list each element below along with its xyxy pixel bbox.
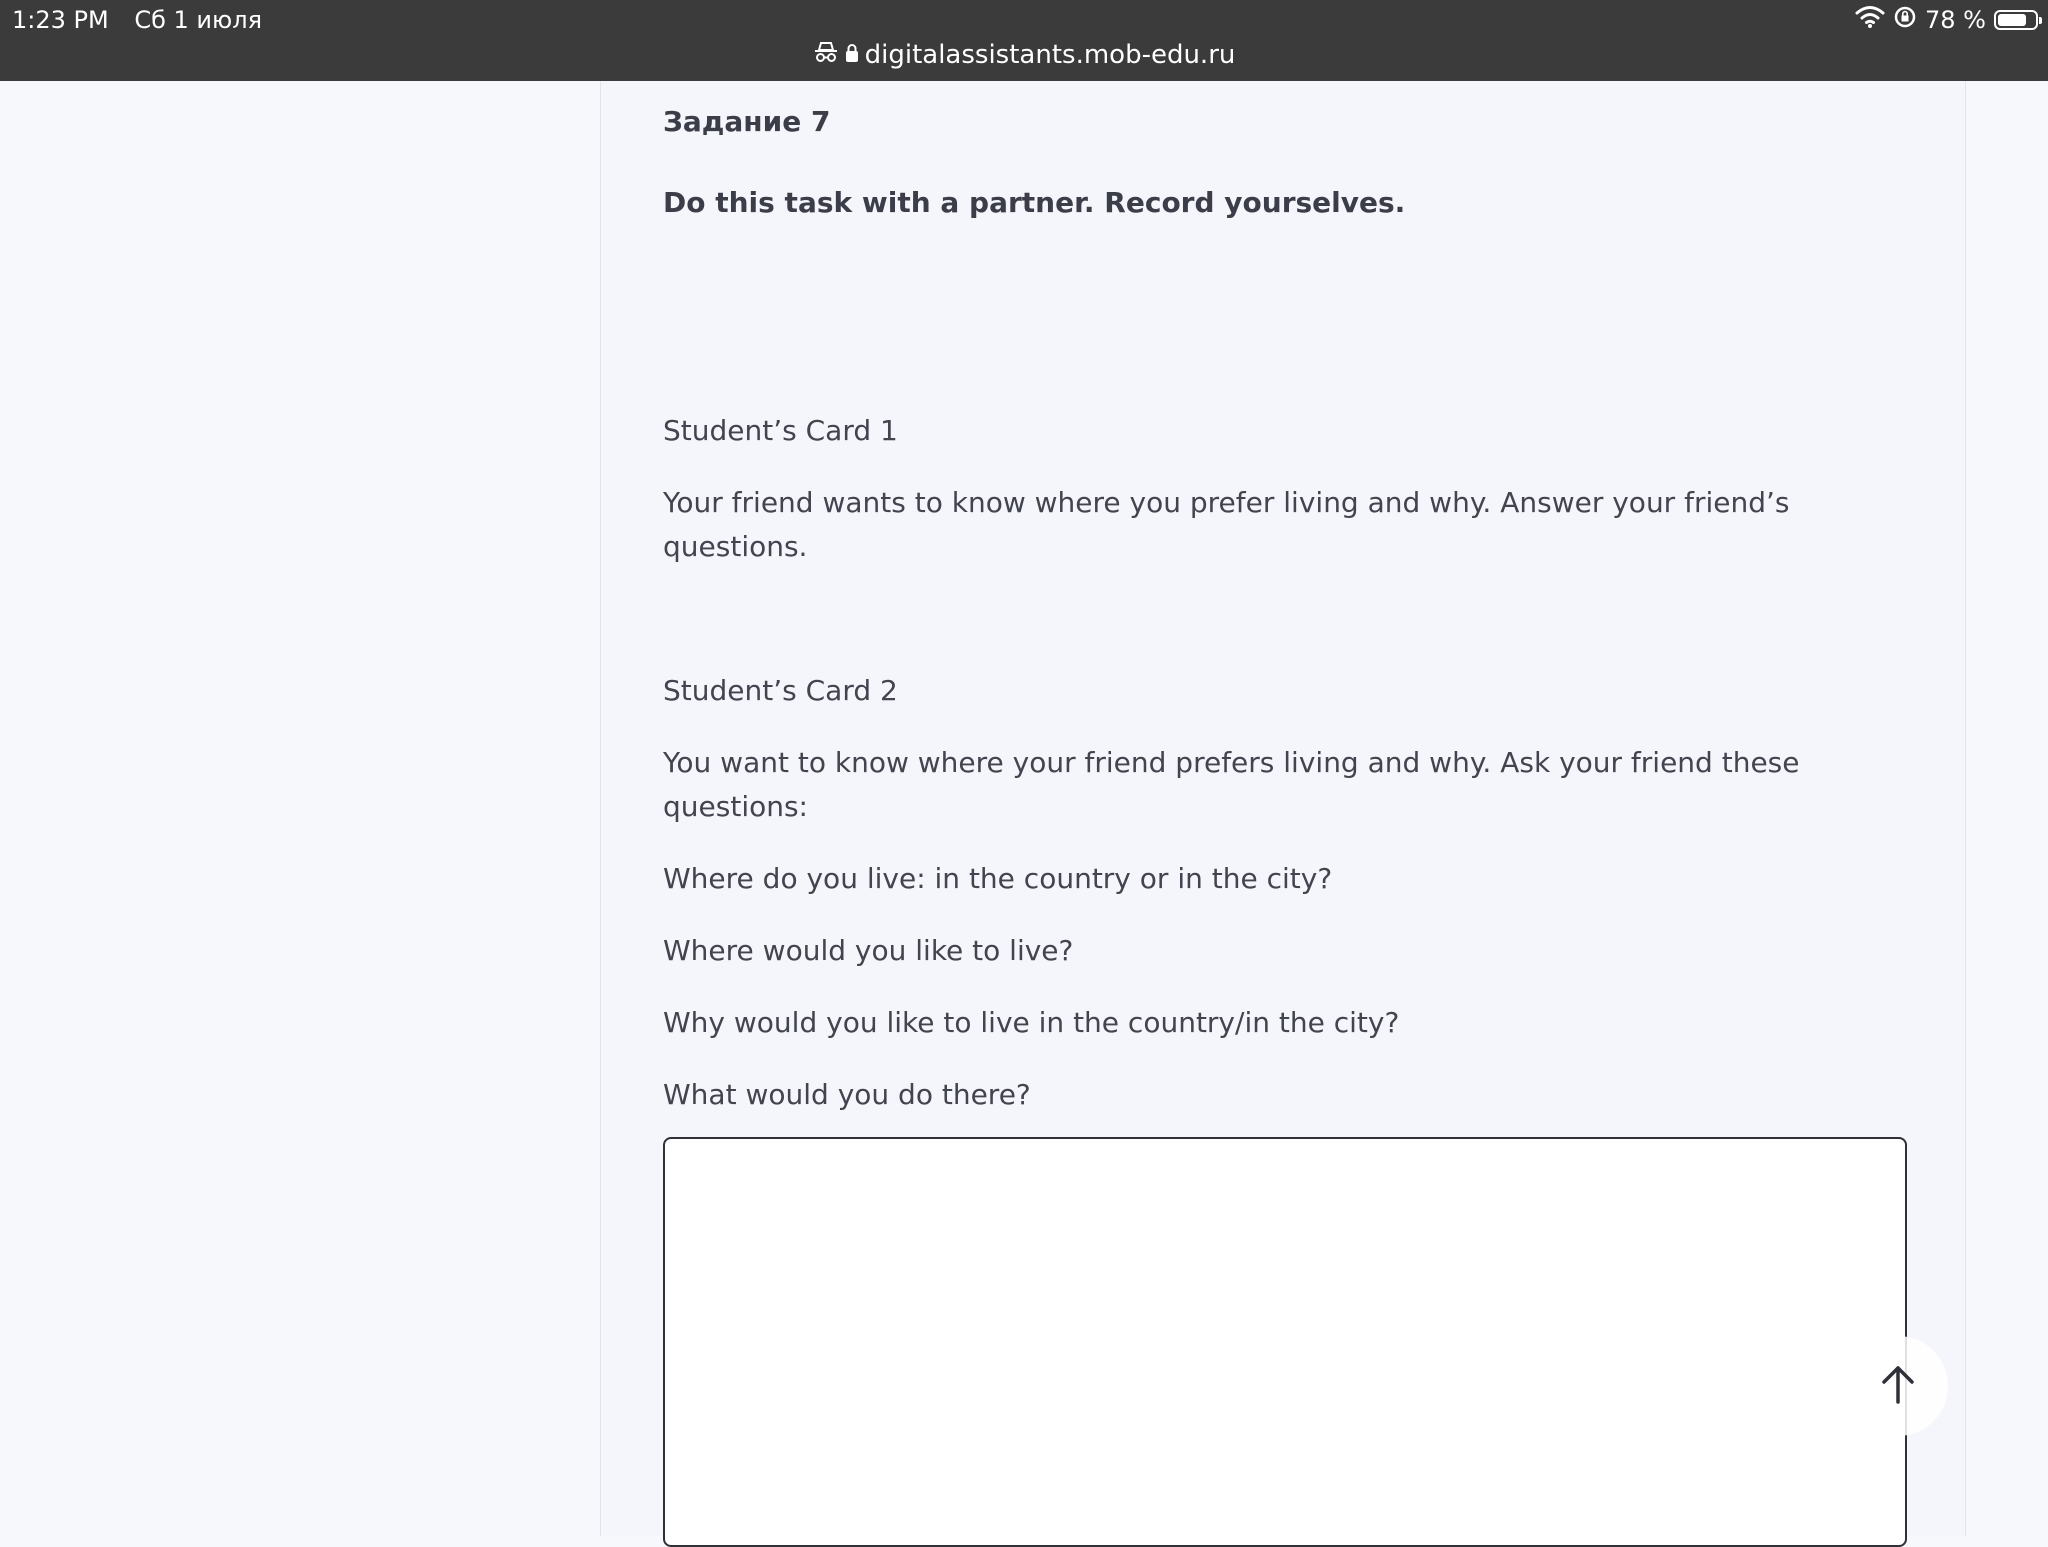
status-time: 1:23 PM bbox=[12, 6, 109, 34]
wifi-icon bbox=[1855, 5, 1885, 35]
question-item: Where would you like to live? bbox=[663, 934, 1074, 967]
question-item: What would you do there? bbox=[663, 1078, 1031, 1111]
status-right bbox=[1855, 4, 2038, 36]
url-text[interactable]: digitalassistants.mob-edu.ru bbox=[864, 40, 1236, 70]
incognito-icon bbox=[813, 40, 839, 71]
card2-text: You want to know where your friend prefers living and why. Ask your friend these questions: bbox=[663, 746, 1800, 823]
status-bar bbox=[0, 0, 2048, 81]
status-left bbox=[12, 4, 262, 36]
question-item: Where do you live: in the country or in the city? bbox=[663, 862, 1333, 895]
task-instruction: Do this task with a partner. Record yourselves. bbox=[663, 186, 1406, 219]
content-column bbox=[600, 81, 1966, 1536]
task-title: Задание 7 bbox=[663, 105, 831, 138]
address-bar[interactable] bbox=[0, 36, 2048, 74]
battery-fill bbox=[1998, 14, 2026, 26]
scroll-to-top-button[interactable] bbox=[1848, 1336, 1948, 1436]
card1-title: Student’s Card 1 bbox=[663, 414, 898, 447]
card2-title: Student’s Card 2 bbox=[663, 674, 898, 707]
battery-icon bbox=[1994, 10, 2038, 30]
answer-textarea[interactable] bbox=[663, 1137, 1907, 1547]
status-date: Сб 1 июля bbox=[134, 6, 263, 34]
lock-icon bbox=[845, 40, 859, 70]
card1-text: Your friend wants to know where you prefer living and why. Answer your friend’s questions. bbox=[663, 486, 1790, 563]
arrow-up-icon bbox=[1878, 1362, 1918, 1410]
question-item: Why would you like to live in the country/in the city? bbox=[663, 1006, 1400, 1039]
battery-percent: 78 % bbox=[1925, 6, 1986, 34]
orientation-lock-icon bbox=[1893, 5, 1917, 35]
